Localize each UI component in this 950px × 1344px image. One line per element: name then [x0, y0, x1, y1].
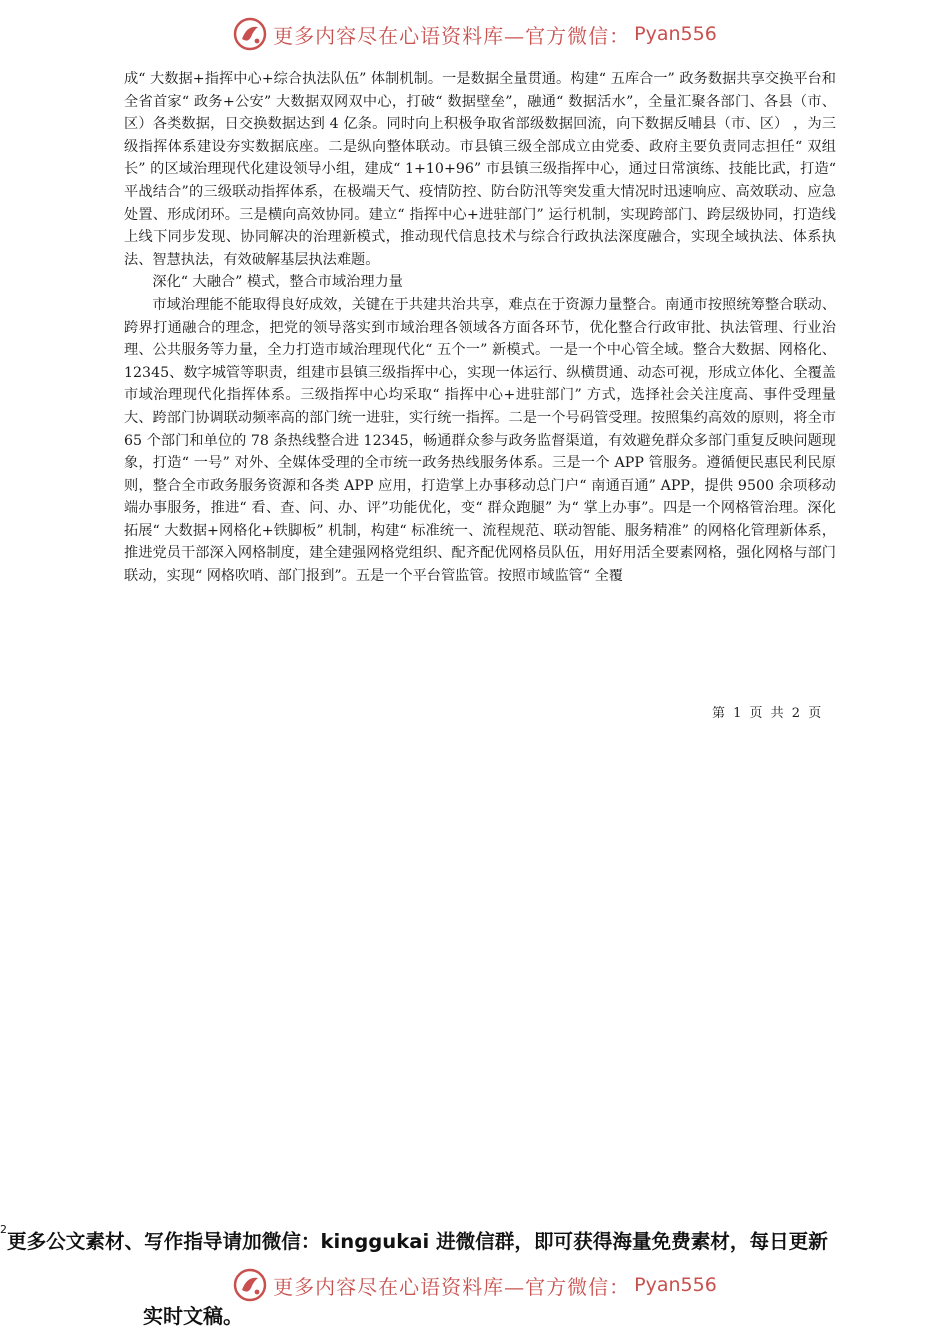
footer-note [0, 1225, 950, 1254]
watermark-banner-bottom [0, 1265, 950, 1305]
footer-note-tail: 实时文稿。 [143, 1304, 243, 1328]
watermark-wechat-id: Pyan556 [634, 23, 717, 45]
paragraph: 市域治理能不能取得良好成效，关键在于共建共治共享，难点在于资源力量整合。南通市按照统筹整合联动、跨界打通融合的理念，把党的领导落实到市域治理各领域各方面各环节，优化整合行政审批、执法管理、行业治理、公共服务等力量，全力打造市域治理现代化“ 五个一” 新模式。一是一个中心管全域。整合大数据、网格化、12345、数字城管等职责，组建市县镇三级指挥中心，实现一体运行、纵横贯通、动态可视，形成立体化、全覆盖市域治理现代化指挥体系。三级指挥中心均采取“ 指挥中心+进驻部门” 方式，选择社会关注度高、事件受理量大、跨部门协调联动频率高的部门统一进驻，实行统一指挥。二是一个号码管受理。按照集约高效的原则，将全市 65 个部门和单位的 78 条热线整合进 12345，畅通群众参与政务监督渠道，有效避免群众多部门重复反映问题现象，打造“ 一号” 对外、全媒体受理的全市统一政务热线服务体系。三是一个 APP 管服务。遵循便民惠民利民原则，整合全市政务服务资源和各类 APP 应用，打造掌上办事移动总门户“ 南通百通” APP，提供 9500 余项移动端办事服务，推进“ 看、查、问、办、评”功能优化，变“ 群众跑腿” 为“ 掌上办事”。四是一个网格管治理。深化拓展“ 大数据+网格化+铁脚板” 机制，构建“ 标准统一、流程规范、联动智能、服务精准” 的网格化管理新体系，推进党员干部深入网格制度，建全建强网格党组织、配齐配优网格员队伍，用好用活全要素网格，强化网格与部门联动，实现“ 网格吹哨、部门报到”。五是一个平台管监管。按照市域监管“ 全覆 [124, 296, 836, 585]
watermark-text: 更多内容尽在心语资料库—官方微信： [273, 1274, 631, 1299]
footnote-marker: 2 [0, 1223, 7, 1236]
paragraph: 成“ 大数据+指挥中心+综合执法队伍” 体制机制。一是数据全量贯通。构建“ 五库合一” 政务数据共享交换平台和全省首家“ 政务+公安” 大数据双网双中心，打破“ 数据壁垒”，融通“ 数据活水”，全量汇聚各部门、各县（市、区）各类数据，日交换数据达到 4 亿条。同时向上积极争取省部级数据回流，向下数据反哺县（市、区） ，为三级指挥体系建设夯实数据底座。二是纵向整体联动。市县镇三级全部成立由党委、政府主要负责同志担任“ 双组长” 的区域治理现代化建设领导小组，建成“ 1+10+96” 市县镇三级指挥中心，通过日常演练、技能比武，打造“ 平战结合”的三级联动指挥体系，在极端天气、疫情防控、防台防汛等突发重大情况时迅速响应、高效联动、应急处置、形成闭环。三是横向高效协同。建立“ 指挥中心+进驻部门” 运行机制，实现跨部门、跨层级协同，打造线上线下同步发现、协同解决的治理新模式，推动现代信息技术与综合行政执法深度融合，实现全域执法、体系执法、智慧执法，有效破解基层执法难题。 [124, 71, 836, 268]
watermark-wechat-id: Pyan556 [634, 1274, 717, 1296]
document-body [124, 68, 836, 588]
seal-logo-icon [233, 17, 267, 51]
watermark-text: 更多内容尽在心语资料库—官方微信： [273, 23, 631, 48]
footer-note-text: 更多公文素材、写作指导请加微信：kinggukai 进微信群，即可获得海量免费素材，每日更新 [7, 1230, 828, 1253]
section-heading: 深化“ 大融合” 模式，整合市域治理力量 [152, 274, 403, 291]
seal-logo-icon [233, 1268, 267, 1302]
page-number: 第 1 页 共 2 页 [712, 706, 822, 721]
watermark-banner-top [0, 14, 950, 54]
